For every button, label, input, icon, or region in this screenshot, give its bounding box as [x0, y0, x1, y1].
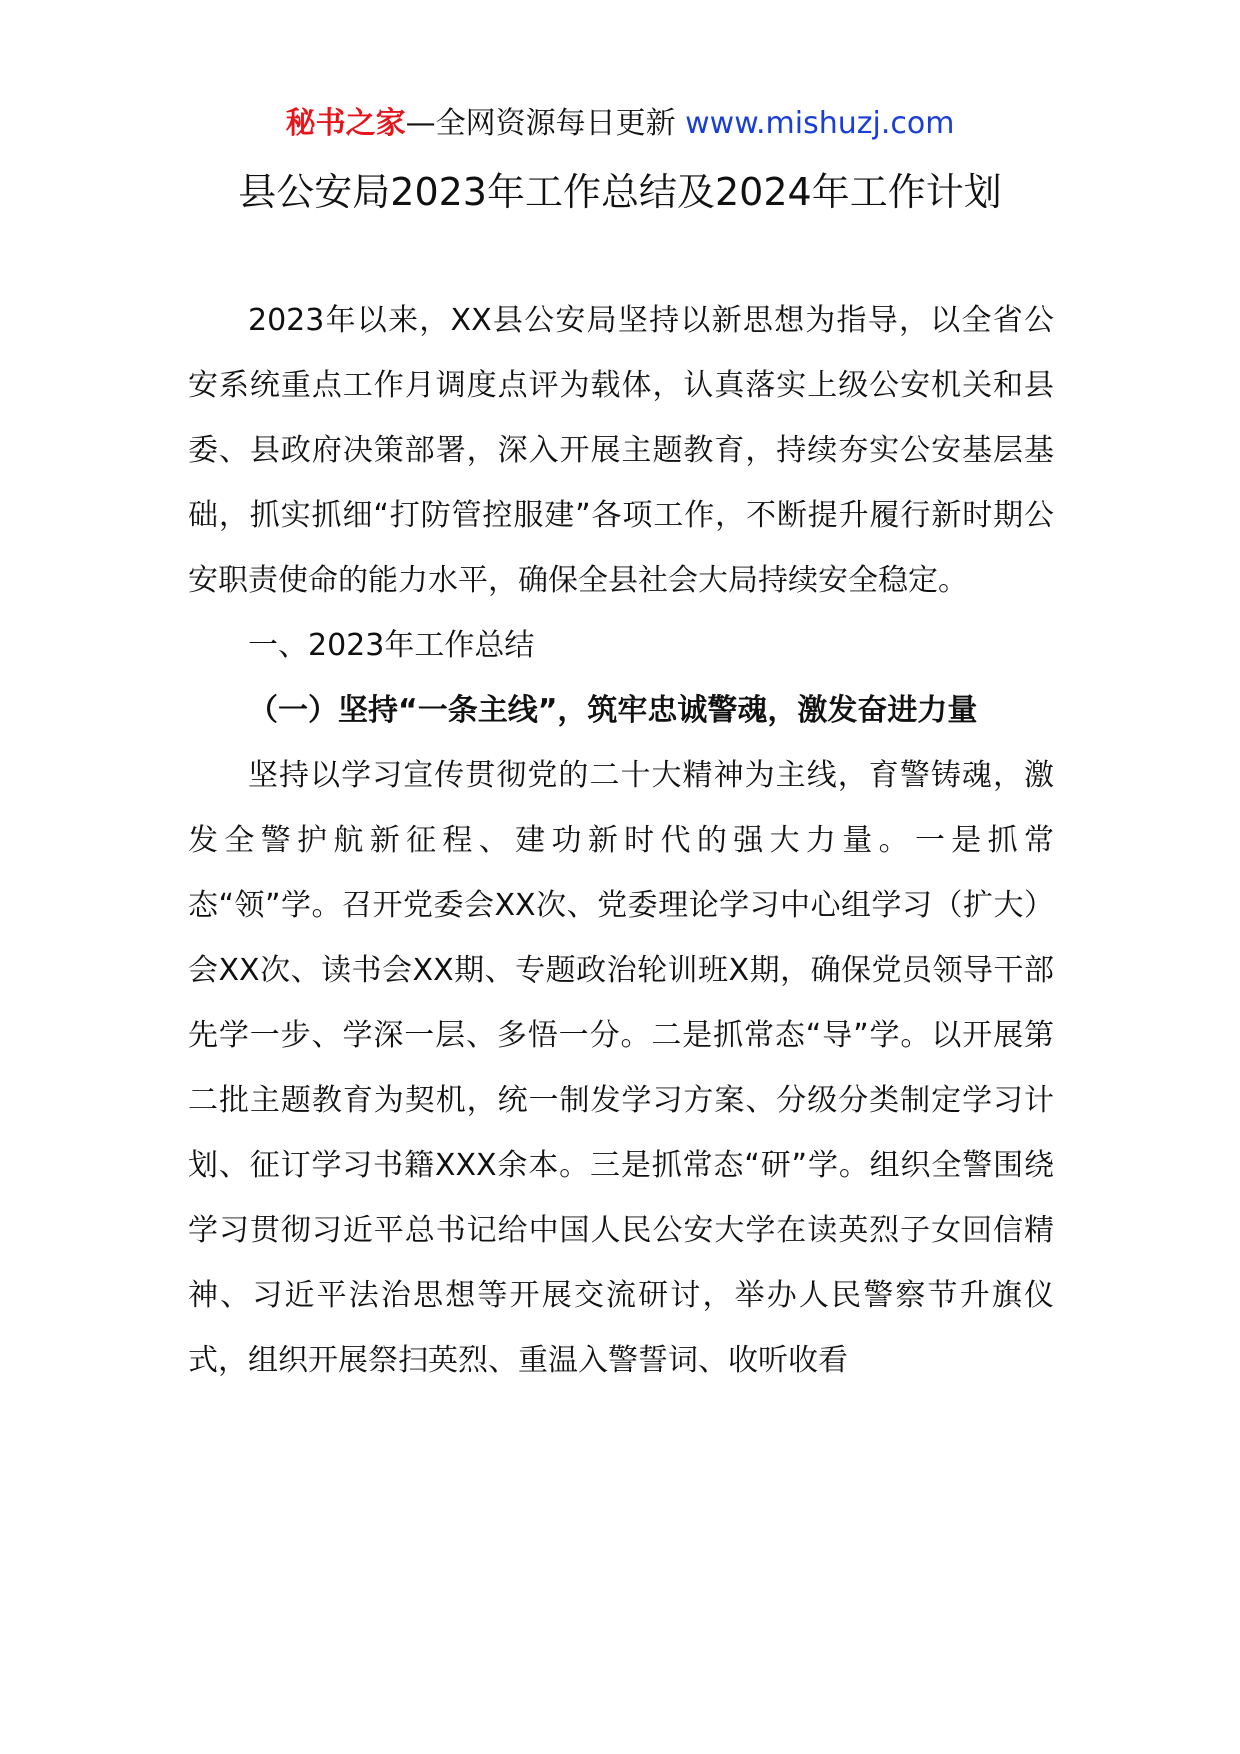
- subsection-paragraph: 坚持以学习宣传贯彻党的二十大精神为主线，育警铸魂，激发全警护航新征程、建功新时代的强大力量。一是抓常态“领”学。召开党委会XX次、党委理论学习中心组学习（扩大）会XX次、读书会XX期、专题政治轮训班X期，确保党员领导干部先学一步、学深一层、多悟一分。二是抓常态“导”学。以开展第二批主题教育为契机，统一制发学习方案、分级分类制定学习计划、征订学习书籍XXX余本。三是抓常态“研”学。组织全警围绕学习贯彻习近平总书记给中国人民公安大学在读英烈子女回信精神、习近平法治思想等开展交流研讨，举办人民警察节升旗仪式，组织开展祭扫英烈、重温入警誓词、收听收看: [188, 758, 1054, 1378]
- document-body: [188, 288, 1054, 1393]
- header-tagline: —全网资源每日更新: [405, 106, 686, 141]
- site-header: [0, 100, 1240, 148]
- document-title: 县公安局2023年工作总结及2024年工作计划: [238, 170, 1002, 214]
- brand-name: 秘书之家: [285, 106, 406, 141]
- subsection-heading: （一）坚持“一条主线”，筑牢忠诚警魂，激发奋进力量: [248, 693, 978, 728]
- site-url: www.mishuzj.com: [685, 106, 955, 141]
- intro-paragraph: 2023年以来，XX县公安局坚持以新思想为指导，以全省公安系统重点工作月调度点评为载体，认真落实上级公安机关和县委、县政府决策部署，深入开展主题教育，持续夯实公安基层基础，抓实抓细“打防管控服建”各项工作，不断提升履行新时期公安职责使命的能力水平，确保全县社会大局持续安全稳定。: [188, 303, 1054, 598]
- section-heading: 一、2023年工作总结: [248, 628, 535, 663]
